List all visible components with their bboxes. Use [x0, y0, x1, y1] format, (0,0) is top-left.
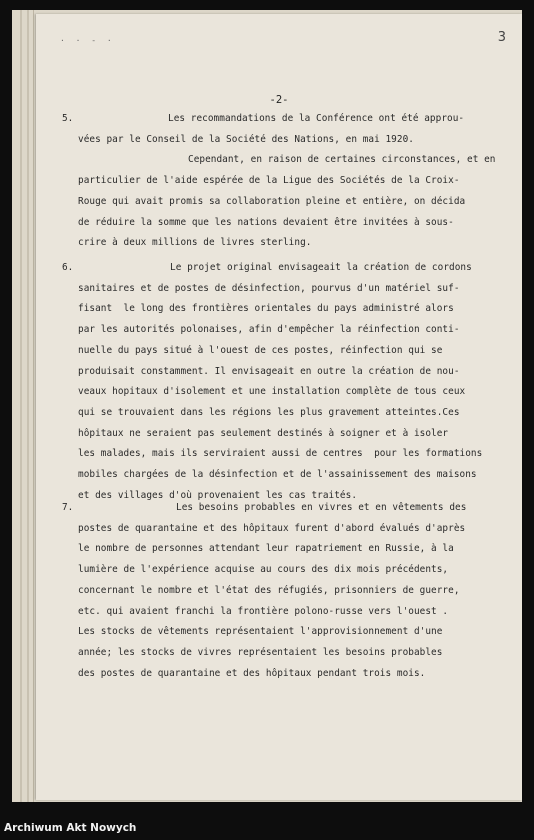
text-line: fisant le long des frontières orientales du pays administré alors: [78, 303, 454, 315]
text-line: les malades, mais ils serviraient aussi de centres pour les formations: [78, 448, 483, 460]
text-line: nuelle du pays situé à l'ouest de ces postes, réinfection qui se: [78, 344, 443, 356]
text-line: par les autorités polonaises, afin d'empêcher la réinfection conti-: [78, 324, 460, 336]
text-line: et des villages d'où provenaient les cas traités.: [78, 489, 358, 501]
text-line: Les stocks de vêtements représentaient l'approvisionnement d'une: [78, 626, 443, 638]
text-line: Rouge qui avait promis sa collaboration pleine et entière, on décida: [78, 195, 466, 207]
paragraph-number: 6.: [62, 262, 74, 273]
text-line: Cependant, en raison de certaines circonstances, et en: [188, 154, 496, 166]
page-edge: [20, 10, 22, 802]
document-page: [36, 14, 522, 800]
text-line: qui se trouvaient dans les régions les plus gravement atteintes.Ces: [78, 406, 460, 418]
text-line: le nombre de personnes attendant leur rapatriement en Russie, à la: [78, 543, 454, 555]
folio-number: 3: [497, 30, 506, 45]
page-edge: [27, 10, 29, 802]
text-line: Les besoins probables en vivres et en vêtements des: [176, 502, 467, 513]
archive-label: Archiwum Akt Nowych: [4, 822, 137, 834]
text-line: lumière de l'expérience acquise au cours des dix mois précédents,: [78, 564, 449, 576]
text-line: crire à deux millions de livres sterling.: [78, 237, 312, 249]
text-line: mobiles chargées de la désinfection et de l'assainissement des maisons: [78, 469, 477, 480]
text-line: année; les stocks de vivres représentaient les besoins probables: [78, 646, 443, 658]
text-line: de réduire la somme que les nations devaient être invitées à sous-: [78, 216, 454, 228]
text-line: particulier de l'aide espérée de la Ligue des Sociétés de la Croix-: [78, 175, 460, 187]
text-line: hôpitaux ne seraient pas seulement destinés à soigner et à isoler: [78, 427, 449, 439]
paragraph-number: 5.: [62, 113, 74, 124]
text-line: vées par le Conseil de la Société des Nations, en mai 1920.: [78, 133, 414, 145]
text-line: veaux hopitaux d'isolement et une installation complète de tous ceux: [78, 386, 466, 398]
text-line: postes de quarantaine et des hôpitaux furent d'abord évalués d'après: [78, 522, 466, 534]
text-line: etc. qui avaient franchi la frontière polono-russe vers l'ouest .: [78, 605, 449, 617]
text-line: Le projet original envisageait la création de cordons: [170, 262, 472, 273]
faint-top-marks: · · - ·: [60, 36, 115, 45]
paragraph-number: 7.: [62, 502, 74, 513]
text-line: Les recommandations de la Conférence ont été approu-: [168, 113, 465, 124]
text-line: concernant le nombre et l'état des réfugiés, prisonniers de guerre,: [78, 584, 460, 596]
page-number: -2-: [269, 94, 289, 106]
text-line: des postes de quarantaine et des hôpitaux pendant trois mois.: [78, 667, 426, 679]
text-line: produisait constamment. Il envisageait en outre la création de nou-: [78, 365, 460, 377]
text-line: sanitaires et de postes de désinfection, pourvus d'un matériel suf-: [78, 282, 460, 294]
page-edge: [33, 10, 34, 802]
footer-bar: [0, 812, 534, 840]
